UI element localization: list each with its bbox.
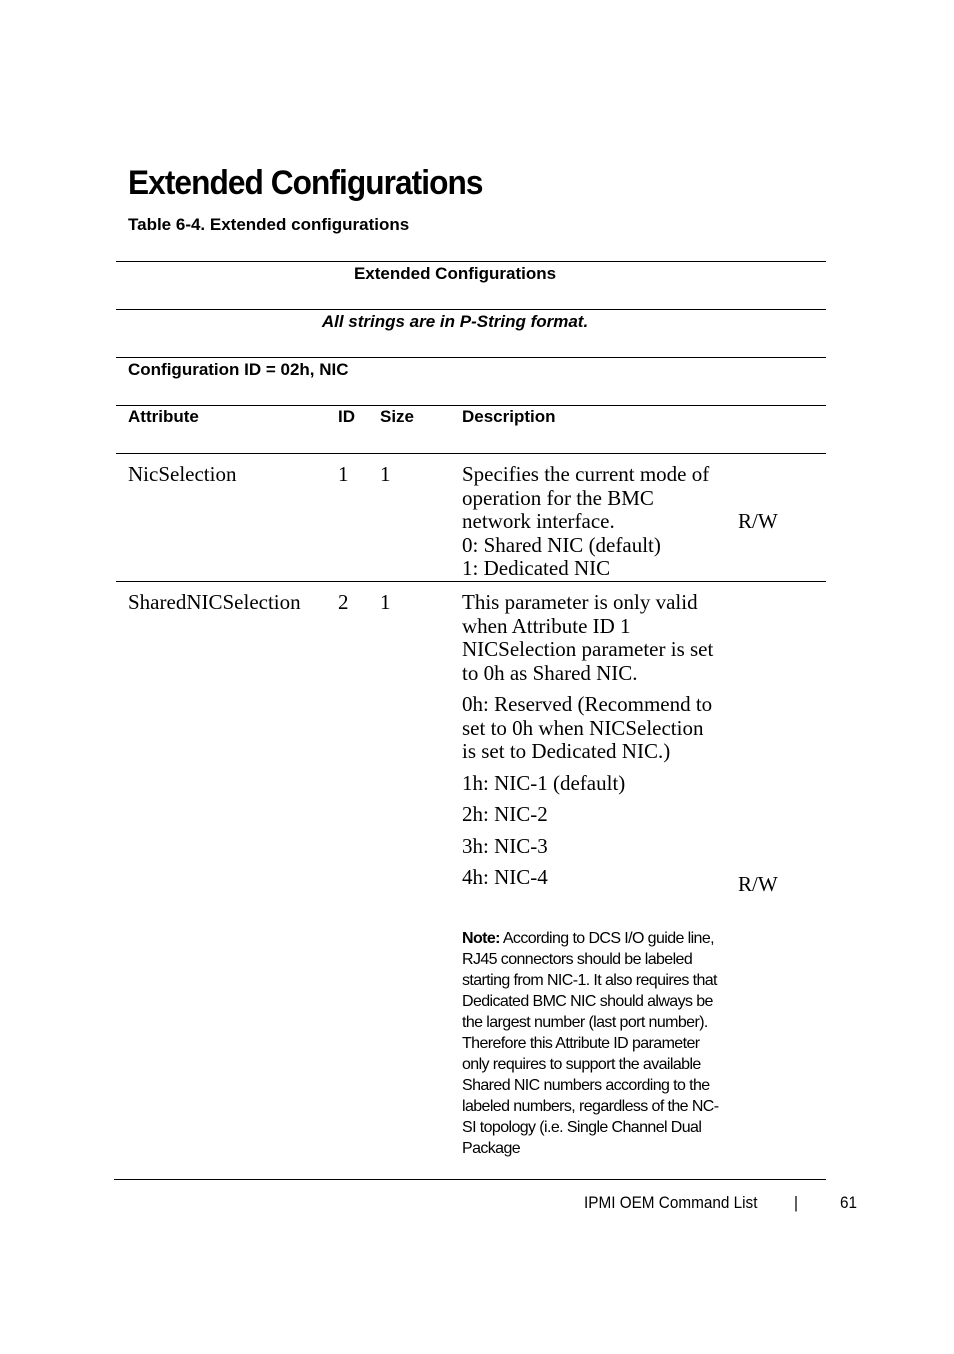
row-2-size: 1 [380,590,391,614]
row-1-description [462,463,722,581]
table-subheader: All strings are in P-String format. [321,312,589,331]
table-caption: Table 6-4. Extended configurations [128,215,410,234]
row-1-id: 1 [338,462,349,486]
row-divider [116,581,826,582]
table-header: Extended Configurations [353,264,557,283]
row-2-desc-paragraph: This parameter is only valid when Attribute ID 1 NICSelection parameter is set to 0h as Shared NIC. [462,590,714,685]
row-2-access: R/W [738,872,778,896]
footer-doc-title: IPMI OEM Command List [584,1193,758,1212]
row-1-desc-line: 0: Shared NIC (default) [462,532,661,557]
row-2-desc-paragraph: 3h: NIC-3 [462,833,548,858]
table-rule [116,405,826,406]
footer-separator: | [794,1193,798,1212]
table-rule [116,453,826,454]
row-2-desc-paragraph: 1h: NIC-1 (default) [462,770,626,795]
footer-page-number: 61 [840,1193,858,1212]
table-rule [116,309,826,310]
row-1-desc-line: 1: Dedicated NIC [462,556,611,580]
row-2-desc-paragraph: 0h: Reserved (Recommend to set to 0h when NICSelection is set to Dedicated NIC.) [462,692,713,763]
column-header-id: ID [338,407,355,426]
column-header-description: Description [462,407,556,426]
row-1-access: R/W [738,509,778,533]
row-1-size: 1 [380,462,391,486]
column-header-attribute: Attribute [128,407,199,426]
config-id-label: Configuration ID = 02h, NIC [128,360,349,379]
row-2-note [462,928,722,1159]
row-2-desc-paragraph: 2h: NIC-2 [462,802,548,826]
row-1-attribute: NicSelection [128,462,237,486]
page-title: Extended Configurations [128,164,483,202]
table-rule-top [116,261,826,262]
table-rule-bottom [114,1179,826,1180]
row-2-attribute: SharedNICSelection [128,590,301,614]
row-2-desc-paragraph: 4h: NIC-4 [462,865,548,889]
note-label: Note: [462,930,500,947]
note-text: According to DCS I/O guide line, RJ45 connectors should be labeled starting from NIC-1. It also requires that Dedicated BMC NIC should always be the largest number (last port number). Therefore this Attribute ID parameter only requires to support the available Shared NIC numbers according to the labeled numbers, regardless of the NC-SI topology (i.e. Single Channel Dual Package [462,930,719,1157]
row-1-desc-line: Specifies the current mode of operation for the BMC network interface. [462,462,710,533]
column-header-size: Size [380,407,415,426]
row-2-id: 2 [338,590,349,614]
row-2-description [462,591,722,898]
table-rule [116,357,826,358]
